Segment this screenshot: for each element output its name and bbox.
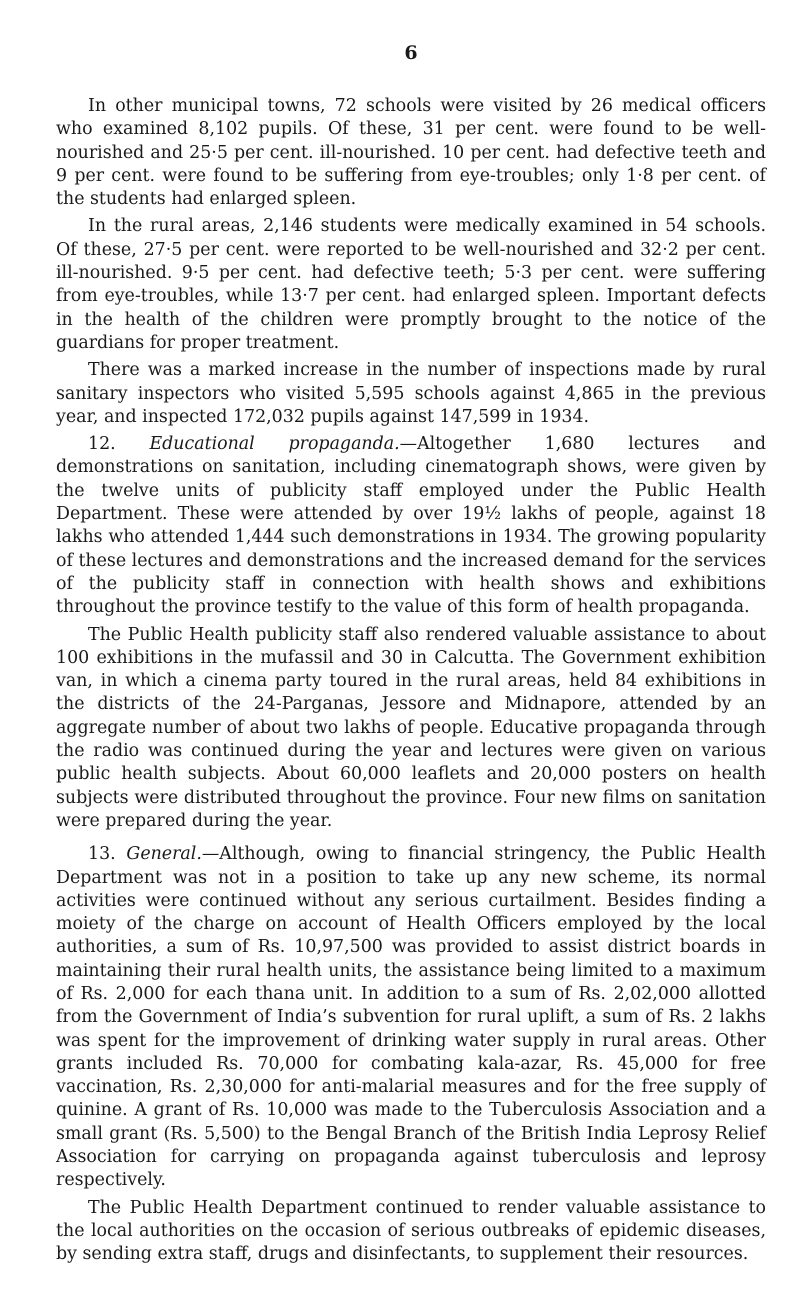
- section-heading: Educational propaganda.: [149, 434, 400, 455]
- paragraph-rural-areas: In the rural areas, 2,146 students were medically examined in 54 schools. Of these, 27·5 per cent. were reported to be well-nourished and 32·2 per cent. ill-nourished. 9·5 per cent. had defective teeth; 5·3 per cent. were suffering from eye-troubles, while 13·7 per cent. had enlarged spleen. Important defects in the health of the children were promptly brought to the notice of the guardians for proper treatment.: [56, 216, 766, 353]
- paragraph-educational-propaganda: 12. Educational propaganda.—Altogether 1,680 lectures and demonstrations on sanitation, including cinematograph shows, were given by the twelve units of publicity staff employed under the Public Health Department. These were attended by over 19½ lakhs of people, against 18 lakhs who attended 1,444 such demonstrations in 1934. The growing popularity of these lectures and demonstrations and the increased demand for the services of the publicity staff in connection with health shows and exhibitions throughout the province testify to the value of this form of health propaganda.: [56, 434, 766, 618]
- paragraph-rural-inspections: There was a marked increase in the number of inspections made by rural sanitary inspectors who visited 5,595 schools against 4,865 in the previous year, and inspected 172,032 pupils against 147,599 in 1934.: [56, 360, 766, 427]
- paragraph-general: 13. General.—Although, owing to financial stringency, the Public Health Department was not in a position to take up any new scheme, its normal activities were continued without any serious curtailment. Besides finding a moiety of the charge on account of Health Officers employed by the local authorities, a sum of Rs. 10,97,500 was provided to assist district boards in maintaining their rural health units, the assistance being limited to a maximum of Rs. 2,000 for each thana unit. In addition to a sum of Rs. 2,02,000 allotted from the Government of India’s subvention for rural uplift, a sum of Rs. 2 lakhs was spent for the improvement of drinking water supply in rural areas. Other grants included Rs. 70,000 for combating kala-azar, Rs. 45,000 for free vaccination, Rs. 2,30,000 for anti-malarial measures and for the free supply of quinine. A grant of Rs. 10,000 was made to the Tuberculosis Association and a small grant (Rs. 5,500) to the Bengal Branch of the British India Leprosy Relief Association for carrying on propaganda against tuberculosis and leprosy respectively.: [56, 844, 766, 1191]
- page-number: 6: [404, 42, 418, 64]
- paragraph-municipal-towns: In other municipal towns, 72 schools were visited by 26 medical officers who examined 8,102 pupils. Of these, 31 per cent. were found to be well-nourished and 25·5 per cent. ill-nourished. 10 per cent. had defective teeth and 9 per cent. were found to be suffering from eye-troubles; only 1·8 per cent. of the students had enlarged spleen.: [56, 96, 766, 210]
- section-heading: General.: [126, 844, 202, 865]
- section-number: 12.: [88, 434, 116, 455]
- paragraph-epidemic-assistance: The Public Health Department continued to render valuable assistance to the local authorities on the occasion of serious outbreaks of epidemic diseases, by sending extra staff, drugs and disinfectants, to supplement their resources.: [56, 1197, 766, 1265]
- body-text: [56, 95, 766, 1267]
- section-number: 13.: [88, 844, 116, 865]
- paragraph-publicity-staff: The Public Health publicity staff also rendered valuable assistance to about 100 exhibitions in the mufassil and 30 in Calcutta. The Government exhibition van, in which a cinema party toured in the rural areas, held 84 exhibitions in the districts of the 24-Parganas, Jessore and Midnapore, attended by an aggregate number of about two lakhs of people. Educative propaganda through the radio was continued during the year and lectures were given on various public health subjects. About 60,000 leaflets and 20,000 posters on health subjects were distributed throughout the province. Four new films on sanitation were prepared during the year.: [56, 624, 766, 831]
